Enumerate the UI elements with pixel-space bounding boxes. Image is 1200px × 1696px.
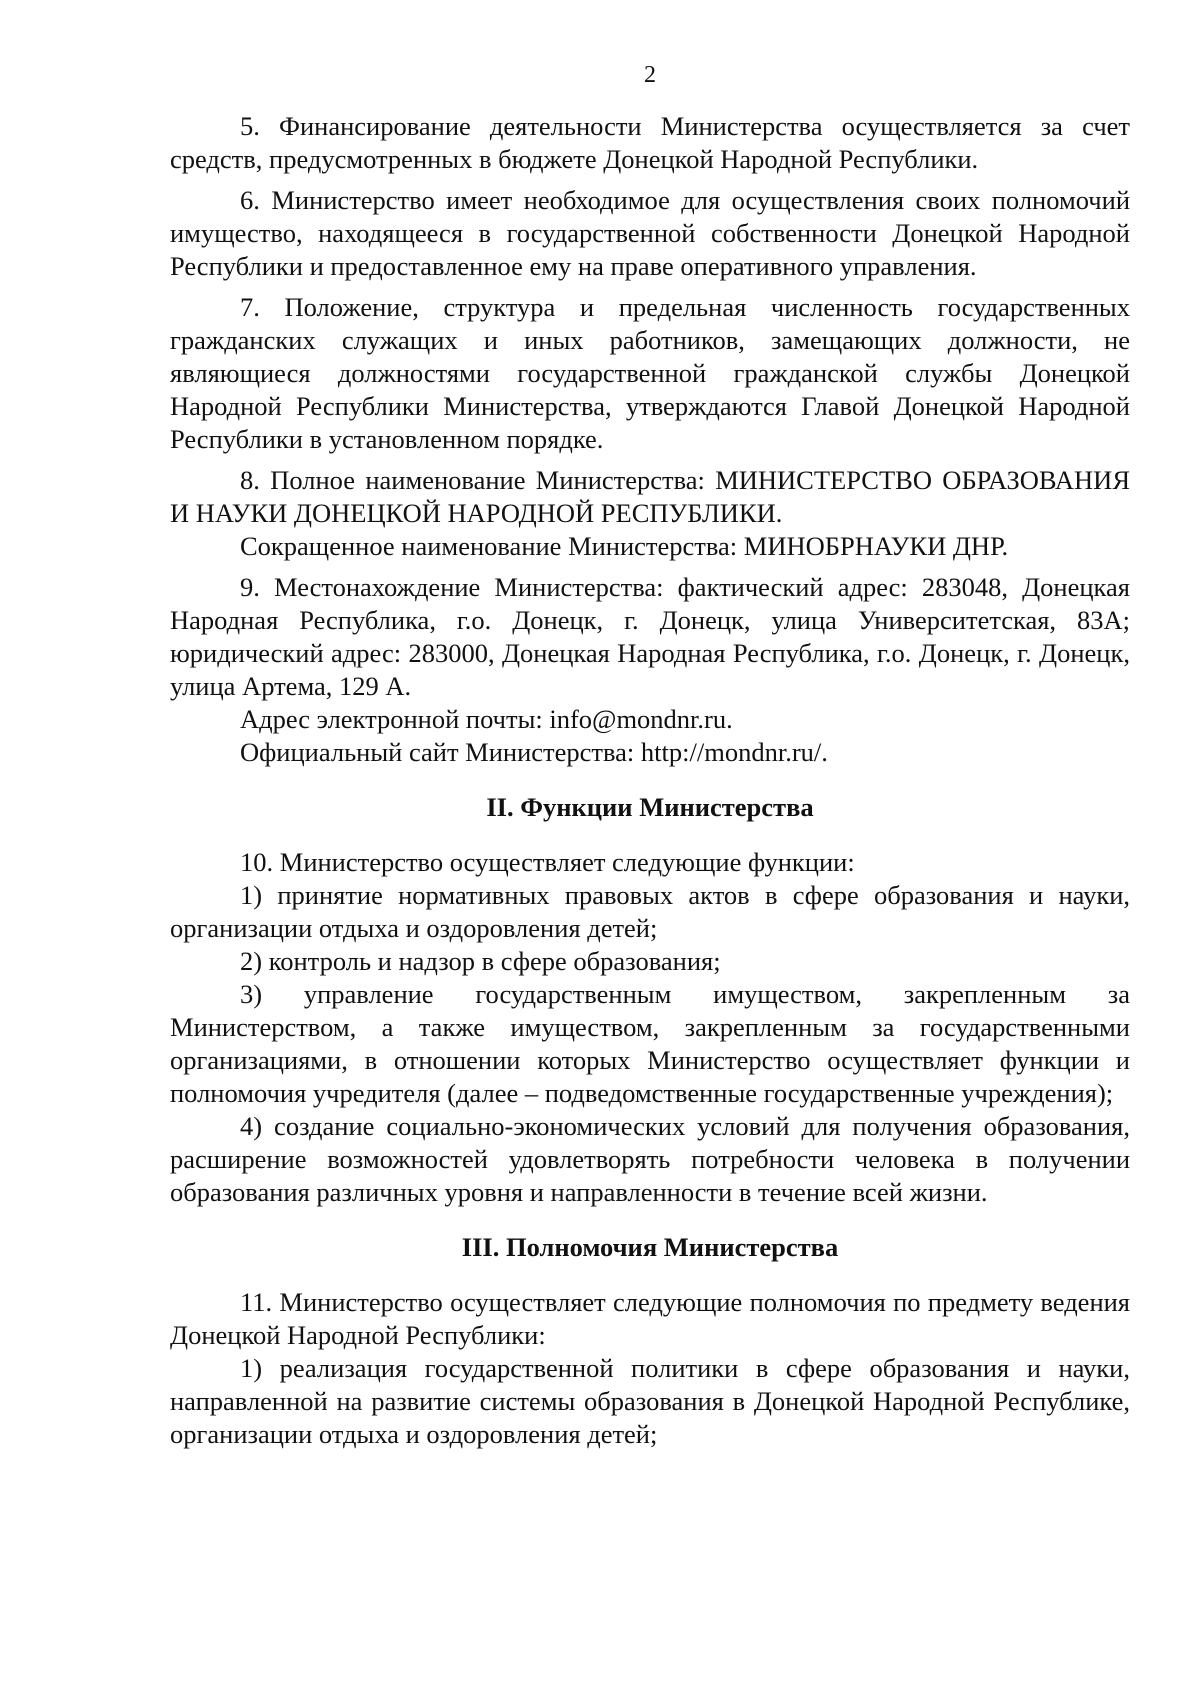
paragraph-location: 9. Местонахождение Министерства: фактический адрес: 283048, Донецкая Народная Республика, г.о. Донецк, г. Донецк, улица Университетская, 83А; юридический адрес: 283000, Донецкая Народная Республика, г.о. Донецк, г. Донецк, улица Артема, 129 А. <box>170 572 1130 701</box>
paragraph-full-name: 8. Полное наименование Министерства: МИНИСТЕРСТВО ОБРАЗОВАНИЯ И НАУКИ ДОНЕЦКОЙ НАРОДНОЙ РЕСПУБЛИКИ. <box>170 465 1130 528</box>
page-number: 2 <box>644 62 656 88</box>
paragraph-property: 6. Министерство имеет необходимое для осуществления своих полномочий имущество, находящееся в государственной собственности Донецкой Народной Республики и предоставленное ему на праве оперативного управления. <box>170 185 1130 281</box>
section-heading-functions: II. Функции Министерства <box>486 792 814 822</box>
paragraph-website: Официальный сайт Министерства: http://mondnr.ru/. <box>240 737 828 767</box>
paragraph-short-name: Сокращенное наименование Министерства: МИНОБРНАУКИ ДНР. <box>240 531 1009 561</box>
powers-intro: 11. Министерство осуществляет следующие полномочия по предмету ведения Донецкой Народной Республики: <box>170 1287 1130 1350</box>
function-item-3: 3) управление государственным имуществом, закрепленным за Министерством, а также имуществом, закрепленным за государственными организациями, в отношении которых Министерство осуществляет функции и полномочия учредителя (далее – подведомственные государственные учреждения); <box>170 979 1130 1108</box>
function-item-2: 2) контроль и надзор в сфере образования; <box>240 946 721 976</box>
paragraph-structure: 7. Положение, структура и предельная численность государственных гражданских служащих и иных работников, замещающих должности, не являющиеся должностями государственной гражданской службы Донецкой Народной Республики Министерства, утверждаются Главой Донецкой Народной Республики в установленном порядке. <box>170 292 1130 454</box>
document-page <box>170 60 1130 1660</box>
functions-intro: 10. Министерство осуществляет следующие функции: <box>240 847 855 877</box>
function-item-1: 1) принятие нормативных правовых актов в сфере образования и науки, организации отдыха и оздоровления детей; <box>170 880 1130 943</box>
paragraph-financing: 5. Финансирование деятельности Министерства осуществляется за счет средств, предусмотренных в бюджете Донецкой Народной Республики. <box>170 111 1130 174</box>
function-item-4: 4) создание социально-экономических условий для получения образования, расширение возможностей удовлетворять потребности человека в получении образования различных уровня и направленности в течение всей жизни. <box>170 1111 1130 1207</box>
power-item-1: 1) реализация государственной политики в сфере образования и науки, направленной на развитие системы образования в Донецкой Народной Республике, организации отдыха и оздоровления детей; <box>170 1353 1130 1449</box>
section-heading-powers: III. Полномочия Министерства <box>461 1232 839 1262</box>
paragraph-email: Адрес электронной почты: info@mondnr.ru. <box>240 704 733 734</box>
